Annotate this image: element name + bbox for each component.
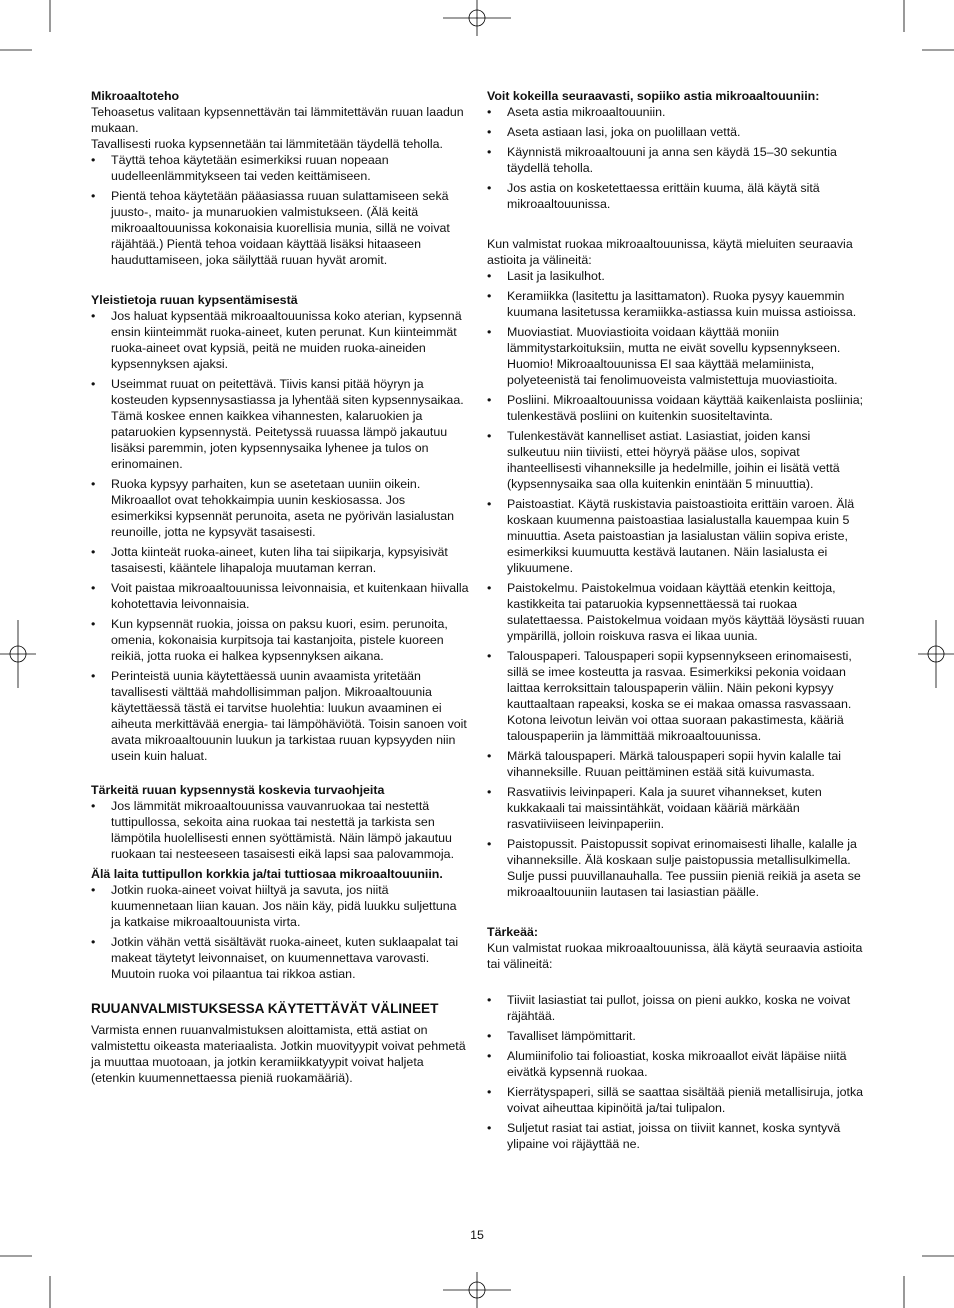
list-item: • Täyttä tehoa käytetään esimerkiksi ruuan nopeaan uudelleenlämmitykseen tai veden keittämiseen.	[91, 152, 469, 184]
list-item: • Jotta kiinteät ruoka-aineet, kuten liha tai siipikarja, kypsyisivät tasaisesti, kääntele lihapaloja muutaman kerran.	[91, 544, 469, 576]
list-item: • Kierrätyspaperi, sillä se saattaa sisältää pieniä metallisiruja, jotka voivat aiheuttaa kipinöitä ja/tai tulipalon.	[487, 1084, 865, 1116]
list-item: • Paistokelmu. Paistokelmua voidaan käyttää etenkin keittoja, kastikkeita tai pataruokia kypsennettäessä tai ruokaa sulatettaessa. Paistokelmua voidaan myös käyttää löysästi ruuan ympärillä, jolloin roiskuva rasva ei likaa uunia.	[487, 580, 865, 644]
list-item: • Alumiinifolio tai folioastiat, koska mikroaallot eivät läpäise niitä eivätkä kypsennä ruokaa.	[487, 1048, 865, 1080]
list-item: • Paistopussit. Paistopussit sopivat erinomaisesti lihalle, kalalle ja vihanneksille. Älä koskaan sulje paistopussia metallisulkimella. Sulje pussi puuvillanauhalla. Tee pussiin pieniä reikiä ja aseta se mikroaaltouuniin lautasen tai lasiastian päälle.	[487, 836, 865, 900]
bullet-list	[487, 992, 865, 1152]
section-heading-dish-test: Voit kokeilla seuraavasti, sopiiko astia mikroaaltouuniin:	[487, 89, 820, 103]
list-item: • Märkä talouspaperi. Märkä talouspaperi sopii hyvin kalalle tai vihanneksille. Ruuan peittäminen estää sitä kuivumasta.	[487, 748, 865, 780]
list-item: • Jotkin ruoka-aineet voivat hiiltyä ja savuta, jos niitä kuumennetaan liian kauan. Jos näin käy, pidä luukku suljettuna ja katkaise mikroaaltouunista virta.	[91, 882, 469, 930]
list-item: • Keramiikka (lasitettu ja lasittamaton). Ruoka pysyy kauemmin kuumana lasitetussa keramiikka-astiassa kuin muissa astioissa.	[487, 288, 865, 320]
bullet-list	[91, 798, 469, 862]
right-column	[487, 88, 865, 1156]
list-item: • Jos lämmität mikroaaltouunissa vauvanruokaa tai nestettä tuttipullossa, sekoita aina ruokaa tai nestettä ja tarkista sen lämpötila huolellisesti ennen syöttämistä. Näin lämpö jakautuu ruokaan tai nesteeseen tasaisesti eikä lapsi saa palovammoja.	[91, 798, 469, 862]
list-item: • Kun kypsennät ruokia, joissa on paksu kuori, esim. perunoita, omenia, kokonaisia kurpitsoja tai kastanjoita, pistele kuoreen reikiä, jotta ruoka ei halkea kypsennyksen aikana.	[91, 616, 469, 664]
list-item: • Useimmat ruuat on peitettävä. Tiivis kansi pitää höyryn ja kosteuden kypsennysastiassa ja lyhentää siten kypsennysaikaa. Tämä koskee ennen kaikkea vihannesten, kalaruokien ja pataruokien kypsennystä. Peitetyssä ruuassa lämpö jakautuu lisäksi paremmin, joten kypsennysaika lyhenee ja tulos on erinomainen.	[91, 376, 469, 472]
list-item: • Ruoka kypsyy parhaiten, kun se asetetaan uuniin oikein. Mikroaallot ovat tehokkaimpia uunin keskiosassa. Jos esimerkiksi kypsennät perunoita, aseta ne pyörivän lasialustan reunoille, jotta ne kypsyvät tasaisesti.	[91, 476, 469, 540]
list-item: • Tulenkestävät kannelliset astiat. Lasiastiat, joiden kansi sulkeutuu niin tiiviisti, ettei höyryä pääse ulos, sopivat ihanteellisesti vihanneksille ja hedelmille, joihin ei lisätä vettä (kypsennysaika saa olla kuitenkin enintään 5 minuuttia).	[487, 428, 865, 492]
paragraph: Varmista ennen ruuanvalmistuksen aloittamista, että astiat on valmistettu oikeasta materiaalista. Jotkin muovityypit voivat pehmetä ja muuttaa muotoaan, ja jotkin keramiikkatyypit voivat haljeta (etenkin kuumennettaessa pieniä ruokamääriä).	[91, 1023, 466, 1085]
left-column	[91, 88, 469, 1086]
bullet-list	[487, 268, 865, 900]
section-heading-utensils: RUUANVALMISTUKSESSA KÄYTETTÄVÄT VÄLINEET	[91, 1001, 439, 1016]
list-item: • Muoviastiat. Muoviastioita voidaan käyttää moniin lämmitystarkoituksiin, mutta ne eivät sovellu kypsennykseen. Huomio! Mikroaaltouunissa EI saa käyttää melamiinista, polyeteenistä tai fenolimuoveista valmistettuja muoviastioita.	[487, 324, 865, 388]
list-item: • Pientä tehoa käytetään pääasiassa ruuan sulattamiseen sekä juusto-, maito- ja munaruokien valmistukseen. (Älä keitä mikroaaltouunissa kokonaisia kuorellisia munia, sillä ne voivat räjähtää.) Pientä tehoa voidaan käyttää lisäksi hitaaseen hauduttamiseen, joka säilyttää ruuan hyvät aromit.	[91, 188, 469, 268]
paragraph: Kun valmistat ruokaa mikroaaltouunissa, älä käytä seuraavia astioita tai välineitä:	[487, 941, 863, 971]
list-item: • Lasit ja lasikulhot.	[487, 268, 865, 284]
list-item: • Voit paistaa mikroaaltouunissa leivonnaisia, et kuitenkaan hiivalla kohotettavia leivonnaisia.	[91, 580, 469, 612]
list-item: • Aseta astia mikroaaltouuniin.	[487, 104, 865, 120]
section-heading-microwave-power: Mikroaaltoteho	[91, 89, 180, 103]
list-item: • Jotkin vähän vettä sisältävät ruoka-aineet, kuten suklaapalat tai makeat täytetyt leivonnaiset, on kuumennettava varovasti. Muutoin ruoka voi pilaantua tai rikkoa astian.	[91, 934, 469, 982]
safety-warning: Älä laita tuttipullon korkkia ja/tai tuttiosaa mikroaaltouuniin.	[91, 867, 443, 881]
list-item: • Jos astia on kosketettaessa erittäin kuuma, älä käytä sitä mikroaaltouunissa.	[487, 180, 865, 212]
bullet-list	[487, 104, 865, 212]
paragraph: Tavallisesti ruoka kypsennetään tai lämmitetään täydellä teholla.	[91, 137, 443, 151]
section-heading-important: Tärkeää:	[487, 925, 538, 939]
list-item: • Rasvatiivis leivinpaperi. Kala ja suuret vihannekset, kuten kukkakaali tai maissintähkät, voidaan kääriä märkään rasvatiiviiseen leivinpaperiin.	[487, 784, 865, 832]
list-item: • Perinteistä uunia käytettäessä uunin avaamista yritetään tavallisesti välttää mahdollisimman paljon. Mikroaaltouunia käytettäessä tästä ei tarvitse huolehtia: luukun avaaminen ei aiheuta merkittävää energia- tai lämpöhäviötä. Toisin sanoen voit avata mikroaaltouunin luukun ja tarkistaa ruuan kypsyyden niin usein kuin haluat.	[91, 668, 469, 764]
page-number: 15	[470, 1228, 484, 1242]
list-item: • Tavalliset lämpömittarit.	[487, 1028, 865, 1044]
bullet-list	[91, 882, 469, 982]
paragraph: Kun valmistat ruokaa mikroaaltouunissa, käytä mieluiten seuraavia astioita ja välineitä:	[487, 237, 853, 267]
list-item: • Talouspaperi. Talouspaperi sopii kypsennykseen erinomaisesti, sillä se imee kosteutta ja rasvaa. Esimerkiksi pekonia voidaan laittaa kerroksittain talouspaperin väliin. Näin pekoni kypsyy kauttaaltaan rapeaksi, koska se ei makaa omassa rasvassaan. Kotona leivotun leivän voi ottaa suoraan pakastimesta, kääriä talouspaperiin ja lämmittää mikroaaltouunissa.	[487, 648, 865, 744]
bullet-list	[91, 152, 469, 268]
list-item: • Käynnistä mikroaaltouuni ja anna sen käydä 15–30 sekuntia täydellä teholla.	[487, 144, 865, 176]
section-heading-safety: Tärkeitä ruuan kypsennystä koskevia turvaohjeita	[91, 783, 385, 797]
paragraph: Tehoasetus valitaan kypsennettävän tai lämmitettävän ruuan laadun mukaan.	[91, 105, 464, 135]
list-item: • Aseta astiaan lasi, joka on puolillaan vettä.	[487, 124, 865, 140]
section-heading-cooking-general: Yleistietoja ruuan kypsentämisestä	[91, 293, 298, 307]
list-item: • Paistoastiat. Käytä ruskistavia paistoastioita erittäin varoen. Älä koskaan kuumenna paistoastiaa lasialustalla kauempaa kuin 5 minuuttia. Aseta paistoastian ja lasialustan väliin sopiva eriste, esimerkiksi kuumuutta kestävä lautanen. Näin lasialusta ei ylikuumene.	[487, 496, 865, 576]
list-item: • Posliini. Mikroaaltouunissa voidaan käyttää kaikenlaista posliinia; tulenkestävä posliini on kuitenkin suositeltavinta.	[487, 392, 865, 424]
list-item: • Suljetut rasiat tai astiat, joissa on tiiviit kannet, koska syntyvä ylipaine voi räjäyttää ne.	[487, 1120, 865, 1152]
list-item: • Tiiviit lasiastiat tai pullot, joissa on pieni aukko, koska ne voivat räjähtää.	[487, 992, 865, 1024]
list-item: • Jos haluat kypsentää mikroaaltouunissa koko aterian, kypsennä ensin kiinteimmät ruoka-aineet, kuten perunat. Kun kiinteimmät ruoka-aineet ovat kypsiä, peitä ne muiden ruoka-aineiden kypsennyksen ajaksi.	[91, 308, 469, 372]
bullet-list	[91, 308, 469, 764]
